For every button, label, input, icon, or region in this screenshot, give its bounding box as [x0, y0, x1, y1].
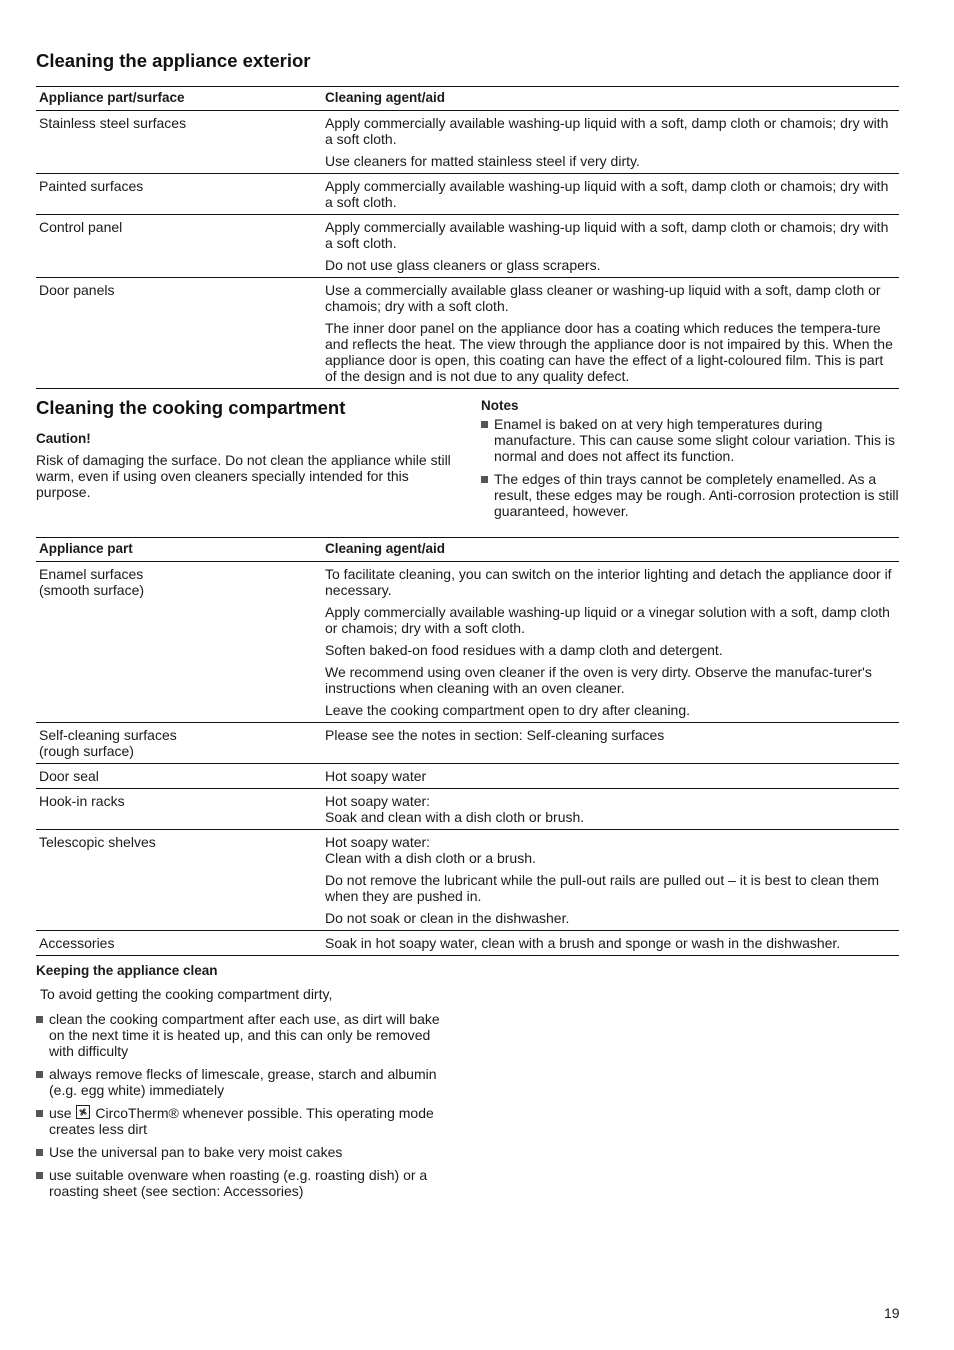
agent-text: Apply commercially available washing-up liquid with a soft, damp cloth or chamois; dry with a soft cloth. [325, 115, 889, 147]
tip-text: clean the cooking compartment after each use, as dirt will bake on the next time it is heated up, and this can only be removed with difficulty [49, 1011, 440, 1059]
part-text: Door seal [39, 768, 99, 784]
part-cell: Control panel [36, 215, 322, 278]
agent-text: Please see the notes in section: Self-cleaning surfaces [325, 727, 665, 743]
agent-text: Apply commercially available washing-up liquid with a soft, damp cloth or chamois; dry with a soft cloth. [325, 178, 889, 210]
agent-text: Do not use glass cleaners or glass scrapers. [325, 257, 601, 273]
notes-list [481, 416, 899, 519]
part-cell: Painted surfaces [36, 174, 322, 215]
table-row [36, 174, 899, 215]
note-text: The edges of thin trays cannot be completely enamelled. As a result, these edges may be rough. Anti-corrosion protection is still guaranteed, however. [494, 471, 899, 519]
part-cell [36, 931, 322, 956]
tip-text: use suitable ovenware when roasting (e.g. roasting dish) or a roasting sheet (see section: Accessories) [49, 1167, 428, 1199]
agent-cell [322, 562, 899, 723]
tip-text: always remove flecks of limescale, grease, starch and albumin (e.g. egg white) immediately [49, 1066, 437, 1098]
list-item [481, 471, 899, 519]
agent-cell [322, 764, 899, 789]
keeping-title: Keeping the appliance clean [36, 963, 218, 978]
square-bullet-icon [36, 1071, 43, 1078]
square-bullet-icon [36, 1149, 43, 1156]
agent-cell [322, 278, 899, 389]
square-bullet-icon [36, 1172, 43, 1179]
agent-text: Clean with a dish cloth or a brush. [325, 850, 536, 866]
agent-text: Hot soapy water: [325, 834, 431, 850]
part-text: Telescopic shelves [39, 834, 156, 850]
list-item [481, 416, 899, 464]
tip-text-after-icon: CircoTherm® whenever possible. This operating mode creates less dirt [49, 1105, 434, 1137]
table-row [36, 215, 899, 278]
agent-text: Use cleaners for matted stainless steel if very dirty. [325, 153, 640, 169]
column-header-agent: Cleaning agent/aid [322, 538, 899, 562]
square-bullet-icon [36, 1110, 43, 1117]
square-bullet-icon [36, 1016, 43, 1023]
part-cell: Door panels [36, 278, 322, 389]
agent-text: Hot soapy water: [325, 793, 431, 809]
agent-text: The inner door panel on the appliance door has a coating which reduces the tempera-ture and reflects the heat. The view through the appliance door is not impaired by this. When the appliance door is open, this coating can have the effect of a light-coloured film. This is part of the design and is not due to any quality defect. [325, 320, 893, 384]
list-item [36, 1144, 456, 1160]
agent-text: Soften baked-on food residues with a damp cloth and detergent. [325, 642, 723, 658]
agent-text: Do not remove the lubricant while the pull-out rails are pulled out – it is best to clean them when they are pushed in. [325, 872, 880, 904]
table-row [36, 764, 899, 789]
caution-title: Caution! [36, 431, 91, 446]
agent-cell [322, 931, 899, 956]
notes-box [481, 398, 899, 526]
table-header-row [36, 87, 899, 111]
cooking-cleaning-table [36, 537, 899, 956]
agent-text: Apply commercially available washing-up liquid or a vinegar solution with a soft, damp cloth or chamois; dry with a soft cloth. [325, 604, 890, 636]
table-row [36, 830, 899, 931]
exterior-cleaning-table [36, 86, 899, 389]
agent-text: To facilitate cleaning, you can switch on the interior lighting and detach the appliance door if necessary. [325, 566, 892, 598]
part-text: Enamel surfaces [39, 566, 144, 582]
list-item [36, 1066, 456, 1098]
agent-cell [322, 215, 899, 278]
agent-text: Do not soak or clean in the dishwasher. [325, 910, 570, 926]
agent-text: We recommend using oven cleaner if the oven is very dirty. Observe the manufac-turer's instructions when cleaning with an oven cleaner. [325, 664, 872, 696]
table-row [36, 562, 899, 723]
table-row [36, 789, 899, 830]
keeping-clean-section [36, 963, 456, 1206]
part-cell [36, 562, 322, 723]
page-number: 19 [884, 1305, 900, 1321]
section-title-exterior: Cleaning the appliance exterior [36, 50, 311, 71]
square-bullet-icon [481, 476, 488, 483]
part-cell [36, 723, 322, 764]
column-header-part: Appliance part/surface [36, 87, 322, 111]
agent-text: Use a commercially available glass cleaner or washing-up liquid with a soft, damp cloth or chamois; dry with a soft cloth. [325, 282, 881, 314]
part-text: Accessories [39, 935, 115, 951]
column-header-part: Appliance part [36, 538, 322, 562]
part-text: Self-cleaning surfaces [39, 727, 177, 743]
section-title-cooking: Cleaning the cooking compartment [36, 397, 346, 418]
table-row [36, 723, 899, 764]
list-item [36, 1105, 456, 1137]
table-row [36, 111, 899, 174]
agent-cell [322, 723, 899, 764]
agent-text: Apply commercially available washing-up liquid with a soft, damp cloth or chamois; dry with a soft cloth. [325, 219, 889, 251]
tip-text-before-icon: use [49, 1105, 72, 1121]
list-item [36, 1011, 456, 1059]
column-header-agent: Cleaning agent/aid [322, 87, 899, 111]
tip-text: Use the universal pan to bake very moist cakes [49, 1144, 343, 1160]
note-text: Enamel is baked on at very high temperatures during manufacture. This can cause some slight colour variation. This is normal and does not affect its function. [494, 416, 896, 464]
agent-text: Soak and clean with a dish cloth or brush. [325, 809, 585, 825]
table-row [36, 278, 899, 389]
part-cell [36, 830, 322, 931]
agent-text: Leave the cooking compartment open to dry after cleaning. [325, 702, 690, 718]
part-cell [36, 789, 322, 830]
table-row [36, 931, 899, 956]
table-header-row [36, 538, 899, 562]
part-cell [36, 764, 322, 789]
part-text: (smooth surface) [39, 582, 145, 598]
caution-text: Risk of damaging the surface. Do not clean the appliance while still warm, even if using oven cleaners specially intended for this purpose. [36, 452, 451, 500]
agent-cell [322, 174, 899, 215]
part-cell: Stainless steel surfaces [36, 111, 322, 174]
agent-cell [322, 111, 899, 174]
cooking-intro [36, 397, 456, 500]
square-bullet-icon [481, 421, 488, 428]
part-text: (rough surface) [39, 743, 134, 759]
agent-text: Hot soapy water [325, 768, 427, 784]
part-text: Hook-in racks [39, 793, 125, 809]
agent-cell [322, 789, 899, 830]
agent-cell [322, 830, 899, 931]
list-item [36, 1167, 456, 1199]
agent-text: Soak in hot soapy water, clean with a brush and sponge or wash in the dishwasher. [325, 935, 841, 951]
keeping-intro: To avoid getting the cooking compartment dirty, [40, 986, 333, 1002]
keeping-list [36, 1011, 456, 1199]
circotherm-fan-icon [76, 1105, 90, 1119]
notes-title: Notes [481, 398, 519, 413]
